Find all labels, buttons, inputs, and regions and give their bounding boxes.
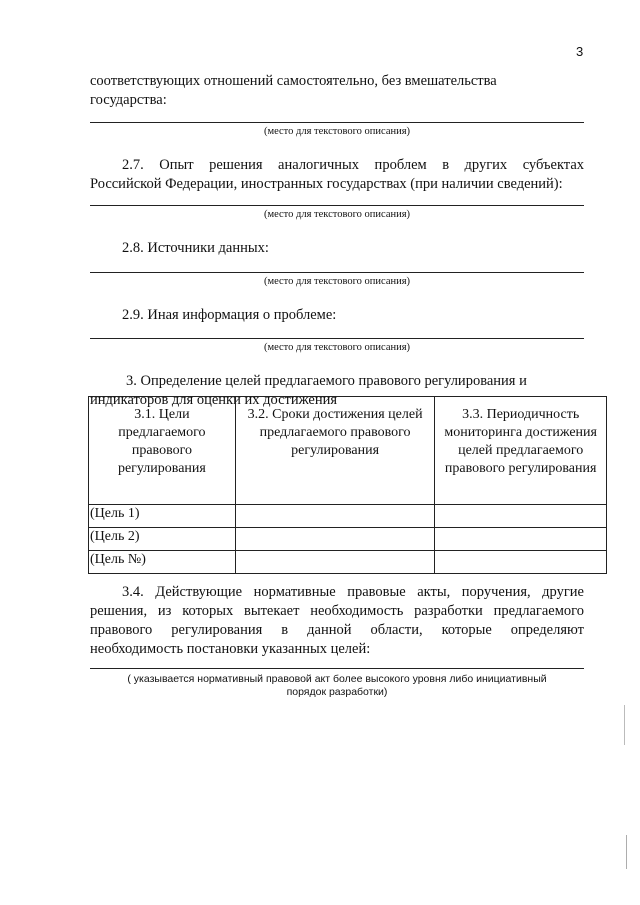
monitoring-n-cell <box>435 551 607 574</box>
header-goals: 3.1. Цели предлагаемого правового регулирования <box>89 397 236 505</box>
margin-mark <box>624 705 625 745</box>
caption-1: (место для текстового описания) <box>263 126 411 137</box>
caption-2: (место для текстового описания) <box>263 209 411 220</box>
section-3-4-line-4: необходимость постановки указанных целей: <box>90 641 371 657</box>
section-3-4 <box>90 583 584 659</box>
section-3-4-line-3: правового регулирования в данной области, которые определяют <box>90 622 584 638</box>
text-line-2 <box>90 205 584 206</box>
monitoring-1-cell <box>435 505 607 528</box>
text-line-3 <box>90 272 584 273</box>
deadline-n-cell <box>235 551 435 574</box>
intro-paragraph <box>90 72 590 110</box>
header-deadlines: 3.2. Сроки достижения целей предлагаемого правового регулирования <box>235 397 435 505</box>
section-3-4-line-2: решения, из которых вытекает необходимость разработки предлагаемого <box>90 603 584 619</box>
deadline-2-cell <box>235 528 435 551</box>
text-line-1 <box>90 122 584 123</box>
goal-2-cell: (Цель 2) <box>89 528 236 551</box>
monitoring-2-cell <box>435 528 607 551</box>
goals-table <box>88 396 607 574</box>
caption-4: (место для текстового описания) <box>263 342 411 353</box>
section-2-7-line-2: Российской Федерации, иностранных государствах (при наличии сведений): <box>90 176 563 192</box>
footer-caption-line-1: ( указывается нормативный правовой акт более высокого уровня либо инициативный <box>127 673 547 685</box>
section-2-7 <box>90 156 584 194</box>
section-2-9: 2.9. Иная информация о проблеме: <box>122 307 337 323</box>
page-number: 3 <box>576 44 584 59</box>
text-line-5 <box>90 668 584 669</box>
intro-line-1: соответствующих отношений самостоятельно, без вмешательства <box>90 73 497 89</box>
section-3-4-line-1: 3.4. Действующие нормативные правовые акты, поручения, другие <box>122 584 584 600</box>
text-line-4 <box>90 338 584 339</box>
margin-mark <box>626 835 627 869</box>
section-2-7-line-1: 2.7. Опыт решения аналогичных проблем в других субъектах <box>122 157 584 173</box>
goal-n-cell: (Цель №) <box>89 551 236 574</box>
section-2-8: 2.8. Источники данных: <box>122 240 269 256</box>
section-3-line-2: индикаторов для оценки их достижения <box>90 392 338 408</box>
footer-caption <box>90 673 584 699</box>
section-3-line-1: 3. Определение целей предлагаемого правового регулирования и <box>126 373 527 389</box>
header-monitoring: 3.3. Периодичность мониторинга достижения целей предлагаемого правового регулирования <box>435 397 607 505</box>
table-header-row <box>89 397 607 505</box>
intro-line-2: государства: <box>90 92 167 108</box>
table-row <box>89 505 607 528</box>
goal-1-cell: (Цель 1) <box>89 505 236 528</box>
caption-3: (место для текстового описания) <box>263 276 411 287</box>
table-row <box>89 551 607 574</box>
footer-caption-line-2: порядок разработки) <box>286 686 388 698</box>
table-row <box>89 528 607 551</box>
deadline-1-cell <box>235 505 435 528</box>
